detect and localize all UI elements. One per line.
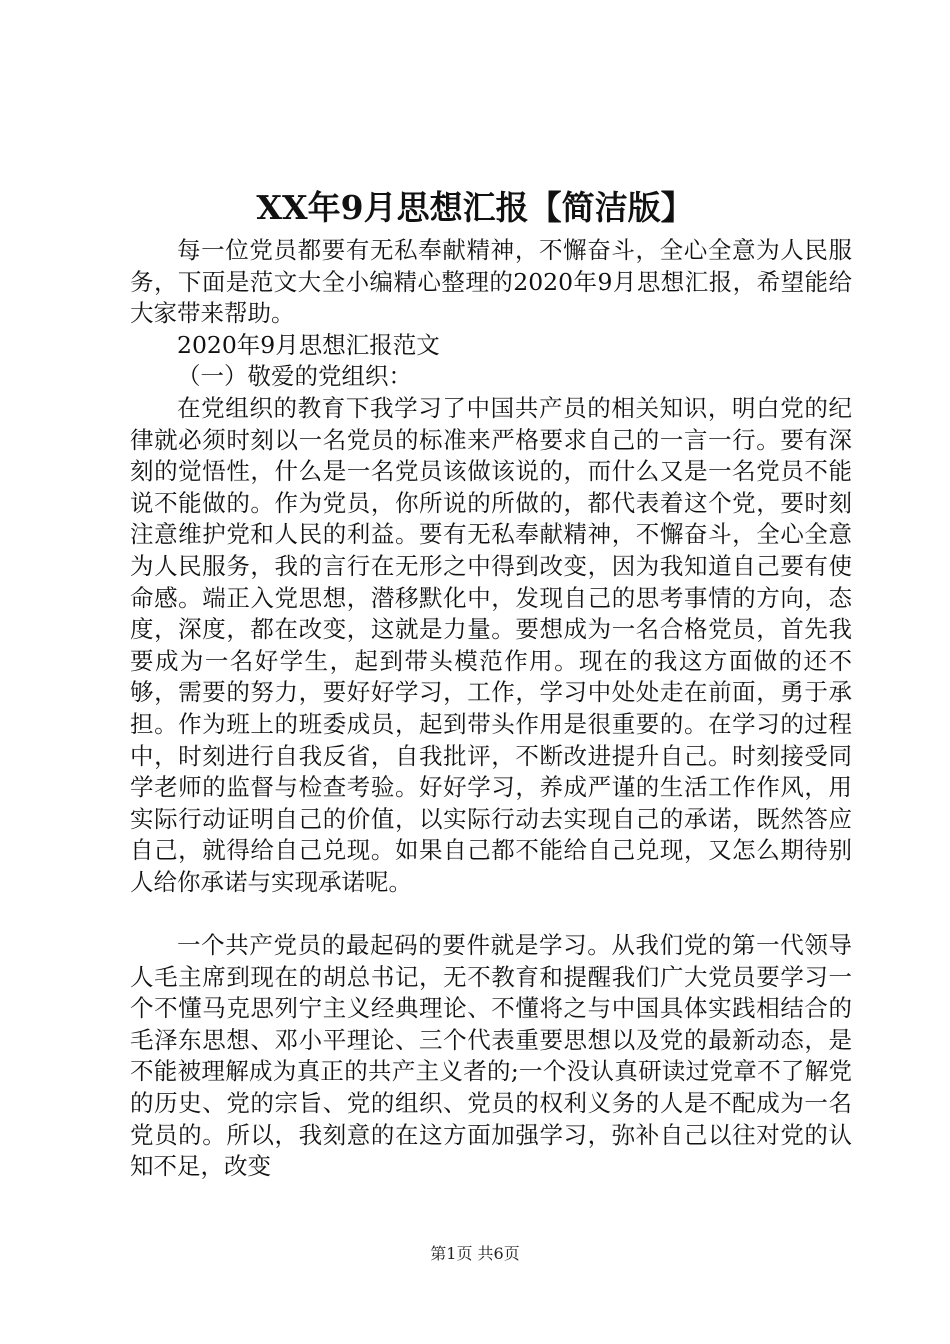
body-paragraph-1: 在党组织的教育下我学习了中国共产员的相关知识，明白党的纪律就必须时刻以一名党员的标准来严格要求自己的一言一行。要有深刻的觉悟性，什么是一名党员该做该说的，而什么又是一名党员不能说不能做的。作为党员，你所说的所做的，都代表着这个党，要时刻注意维护党和人民的利益。要有无私奉献精神，不懈奋斗，全心全意为人民服务，我的言行在无形之中得到改变，因为我知道自己要有使命感。端正入党思想，潜移默化中，发现自己的思考事情的方向，态度，深度，都在改变，这就是力量。要想成为一名合格党员，首先我要成为一名好学生，起到带头模范作用。现在的我这方面做的还不够，需要的努力，要好好学习，工作，学习中处处走在前面，勇于承担。作为班上的班委成员，起到带头作用是很重要的。在学习的过程中，时刻进行自我反省，自我批评，不断改进提升自己。时刻接受同学老师的监督与检查考验。好好学习，养成严谨的生活工作作风，用实际行动证明自己的价值，以实际行动去实现自己的承诺，既然答应自己，就得给自己兑现。如果自己都不能给自己兑现，又怎么期待别人给你承诺与实现承诺呢。 — [130, 393, 852, 896]
document-body — [130, 235, 852, 1183]
intro-paragraph: 每一位党员都要有无私奉献精神，不懈奋斗，全心全意为人民服务，下面是范文大全小编精心整理的2020年9月思想汇报，希望能给大家带来帮助。 — [130, 236, 852, 328]
salutation: （一）敬爱的党组织： — [177, 362, 412, 391]
page-footer: 第1页 共6页 — [430, 1244, 520, 1263]
body-paragraph-2: 一个共产党员的最起码的要件就是学习。从我们党的第一代领导人毛主席到现在的胡总书记，无不教育和提醒我们广大党员要学习一个不懂马克思列宁主义经典理论、不懂将之与中国具体实践相结合的毛泽东思想、邓小平理论、三个代表重要思想以及党的最新动态，是不能被理解成为真正的共产主义者的;一个没认真研读过党章不了解党的历史、党的宗旨、党的组织、党员的权利义务的人是不配成为一名党员的。所以，我刻意的在这方面加强学习，弥补自己以往对党的认知不足，改变 — [130, 931, 852, 1181]
document-title: XX年9月思想汇报【简洁版】 — [256, 188, 694, 227]
section-heading: 2020年9月思想汇报范文 — [177, 330, 440, 359]
